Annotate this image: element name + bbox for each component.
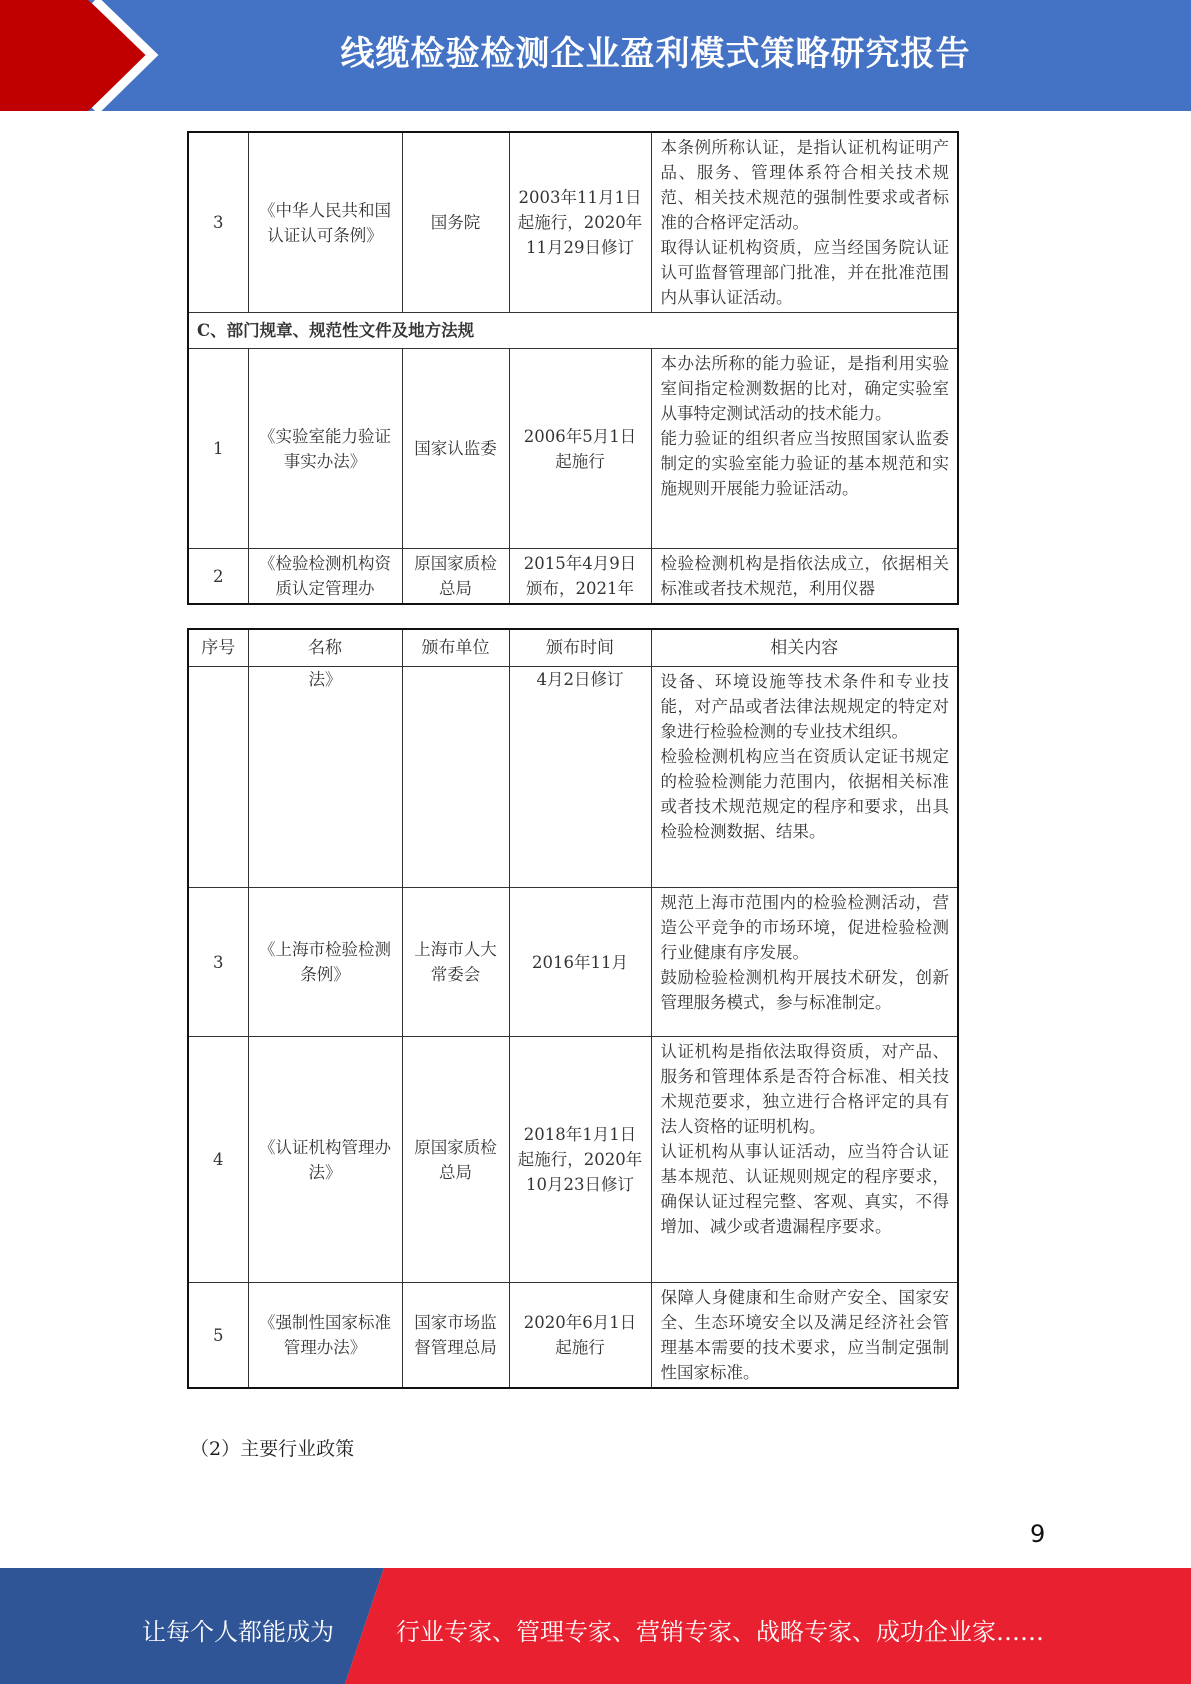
table-row	[188, 1283, 958, 1389]
issue-date: 4月2日修订	[509, 667, 651, 888]
issue-date: 2020年6月1日起施行	[509, 1283, 651, 1389]
column-header-number: 序号	[188, 629, 248, 667]
regulation-content: 设备、环境设施等技术条件和专业技能，对产品或者法律法规规定的特定对象进行检验检测的专业技术组织。 检验检测机构应当在资质认定证书规定的检验检测能力范围内，依据相关标准或者技术规范规定的程序和要求，出具检验检测数据、结果。	[651, 667, 958, 888]
issuing-authority: 国务院	[402, 132, 509, 313]
regulation-content: 检验检测机构是指依法成立，依据相关标准或者技术规范，利用仪器	[651, 549, 958, 605]
row-number: 5	[188, 1283, 248, 1389]
row-number: 2	[188, 549, 248, 605]
issuing-authority: 上海市人大常委会	[402, 888, 509, 1037]
regulation-content: 本条例所称认证，是指认证机构证明产品、服务、管理体系符合相关技术规范、相关技术规范的强制性要求或者标准的合格评定活动。 取得认证机构资质，应当经国务院认证认可监督管理部门批准，并在批准范围内从事认证活动。	[651, 132, 958, 313]
table-row	[188, 132, 958, 313]
issuing-authority	[402, 667, 509, 888]
issuing-authority: 原国家质检总局	[402, 549, 509, 605]
table-header-row	[188, 629, 958, 667]
column-header-content: 相关内容	[651, 629, 958, 667]
regulation-name: 《认证机构管理办法》	[248, 1037, 402, 1283]
issue-date: 2003年11月1日起施行，2020年11月29日修订	[509, 132, 651, 313]
table-row	[188, 667, 958, 888]
issuing-authority: 原国家质检总局	[402, 1037, 509, 1283]
issue-date: 2006年5月1日起施行	[509, 349, 651, 549]
row-number: 3	[188, 132, 248, 313]
regulation-name: 《强制性国家标准管理办法》	[248, 1283, 402, 1389]
regulation-name: 《中华人民共和国认证认可条例》	[248, 132, 402, 313]
row-number: 3	[188, 888, 248, 1037]
table-section-row	[188, 313, 958, 349]
regulation-table	[187, 628, 959, 1389]
page-number: 9	[1030, 1520, 1046, 1548]
footer-slogan-right: 行业专家、管理专家、营销专家、战略专家、成功企业家……	[396, 1618, 1044, 1646]
table-row	[188, 1037, 958, 1283]
issuing-authority: 国家市场监督管理总局	[402, 1283, 509, 1389]
regulation-content: 本办法所称的能力验证，是指利用实验室间指定检测数据的比对，确定实验室从事特定测试活动的技术能力。 能力验证的组织者应当按照国家认监委制定的实验室能力验证的基本规范和实施规则开展能力验证活动。	[651, 349, 958, 549]
section-heading: C、部门规章、规范性文件及地方法规	[188, 313, 958, 349]
table-row	[188, 888, 958, 1037]
regulation-name: 《上海市检验检测条例》	[248, 888, 402, 1037]
issue-date: 2015年4月9日颁布，2021年	[509, 549, 651, 605]
row-number: 4	[188, 1037, 248, 1283]
regulation-content: 认证机构是指依法取得资质，对产品、服务和管理体系是否符合标准、相关技术规范要求，独立进行合格评定的具有法人资格的证明机构。 认证机构从事认证活动，应当符合认证基本规范、认证规则规定的程序要求，确保认证过程完整、客观、真实，不得增加、减少或者遗漏程序要求。	[651, 1037, 958, 1283]
regulation-name: 《实验室能力验证事实办法》	[248, 349, 402, 549]
footer-slogan-left: 让每个人都能成为	[142, 1618, 334, 1646]
page-header	[0, 0, 1191, 111]
table-row	[188, 549, 958, 605]
page-footer	[0, 1568, 1191, 1684]
column-header-issuer: 颁布单位	[402, 629, 509, 667]
issuing-authority: 国家认监委	[402, 349, 509, 549]
regulation-name: 法》	[248, 667, 402, 888]
column-header-date: 颁布时间	[509, 629, 651, 667]
table-row	[188, 349, 958, 549]
regulation-content: 保障人身健康和生命财产安全、国家安全、生态环境安全以及满足经济社会管理基本需要的技术要求，应当制定强制性国家标准。	[651, 1283, 958, 1389]
regulation-name: 《检验检测机构资质认定管理办	[248, 549, 402, 605]
report-title: 线缆检验检测企业盈利模式策略研究报告	[340, 34, 971, 74]
issue-date: 2018年1月1日起施行，2020年10月23日修订	[509, 1037, 651, 1283]
regulation-table-continued	[187, 131, 959, 605]
issue-date: 2016年11月	[509, 888, 651, 1037]
column-header-name: 名称	[248, 629, 402, 667]
row-number: 1	[188, 349, 248, 549]
row-number	[188, 667, 248, 888]
regulation-content: 规范上海市范围内的检验检测活动，营造公平竞争的市场环境，促进检验检测行业健康有序发展。 鼓励检验检测机构开展技术研发，创新管理服务模式，参与标准制定。	[651, 888, 958, 1037]
section-paragraph: （2）主要行业政策	[190, 1438, 355, 1460]
